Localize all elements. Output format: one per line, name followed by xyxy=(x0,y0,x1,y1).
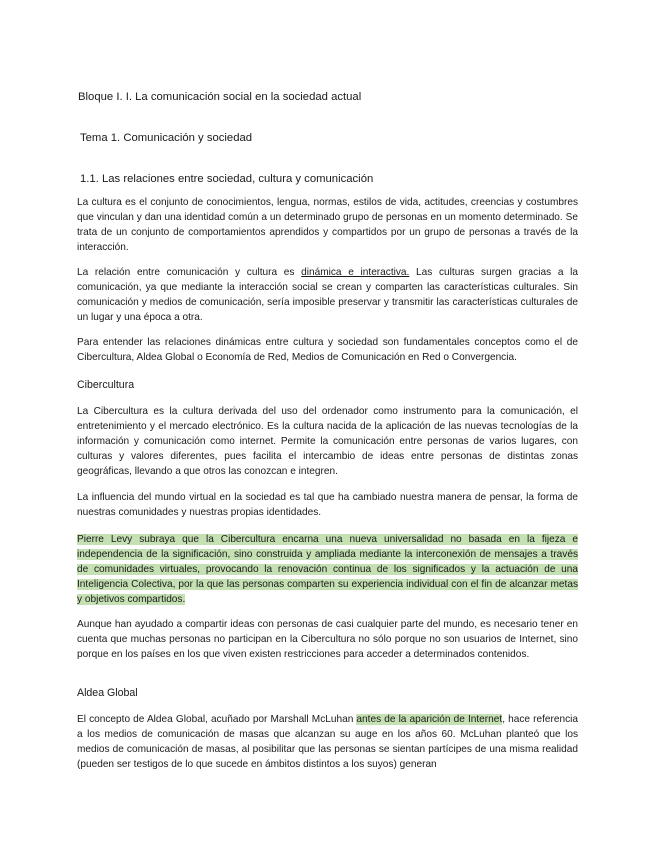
cibercultura-heading: Cibercultura xyxy=(77,379,135,391)
paragraph-cibercultura-definition: La Cibercultura es la cultura derivada del uso del ordenador como instrumento para la comunicación, el entretenimiento y el mercado electrónico. Es la cultura nacida de la aplicación de las nuevas tecnologías de la información y comunicación como internet. Permite la comunicación entre personas de varios lugares, con culturas y valores diferentes, pues facilita el intercambio de ideas entre personas de distintas zonas geográficas, llevando a que otros las conozcan e integren. xyxy=(77,406,578,477)
paragraph-culture-communication xyxy=(77,265,578,325)
paragraph-culture-definition: La cultura es el conjunto de conocimientos, lengua, normas, estilos de vida, actitudes, creencias y costumbres que vinculan y dan una identidad común a un determinado grupo de personas en un momento determinado. Se trata de un conjunto de comportamientos aprendidos y compartidos por un grupo de personas a través de la interacción. xyxy=(77,197,578,253)
paragraph-aldea-global xyxy=(77,712,578,772)
aldea-global-heading: Aldea Global xyxy=(77,687,138,699)
paragraph-text: El concepto de Aldea Global, acuñado por Marshall McLuhan xyxy=(77,714,357,725)
underlined-phrase: dinámica e interactiva. xyxy=(301,267,410,278)
paragraph-text: La relación entre comunicación y cultura es xyxy=(77,267,302,278)
paragraph-key-concepts: Para entender las relaciones dinámicas entre cultura y sociedad son fundamentales conceptos como el de Cibercultura, Aldea Global o Economía de Red, Medios de Comunicación en Red o Convergencia. xyxy=(77,337,578,363)
topic-title: Tema 1. Comunicación y sociedad xyxy=(80,132,253,144)
paragraph-text: Las culturas surgen gracias a la comunicación, ya que mediante la interacción social se crean y comparten las características culturales. Sin comunicación y medios de comunicación, sería imposible preservar y transmitir las características culturales de un lugar y una época a otra. xyxy=(77,267,578,323)
highlighted-text: Pierre Levy subraya que la Cibercultura encarna una nueva universalidad no basada en la fijeza e independencia de la significación, sino construida y ampliada mediante la interconexión de mensajes a través de comunidades virtuales, provocando la renovación continua de los significados y la actuación de una Inteligencia Colectiva, por la que las personas comparten su experiencia individual con el fin de alcanzar metas y objetivos compartidos. xyxy=(77,534,578,605)
highlighted-text: antes de la aparición de Internet xyxy=(356,714,503,725)
paragraph-text: , hace referencia a los medios de comunicación de masas que alcanzan su auge en los años 60. McLuhan planteó que los medios de comunicación de masas, al posibilitar que las personas se sientan partícipes de una misma realidad (pueden ser testigos de lo que sucede en ámbitos distintos a los suyos) generan xyxy=(77,714,578,770)
paragraph-restrictions: Aunque han ayudado a compartir ideas con personas de casi cualquier parte del mundo, es necesario tener en cuenta que muchas personas no participan en la Cibercultura no sólo porque no son usuarios de Internet, sino porque en los países en los que viven existen restricciones para acceder a determinados contenidos. xyxy=(77,619,578,660)
paragraph-pierre-levy xyxy=(77,532,578,607)
block-title: Bloque I. I. La comunicación social en la sociedad actual xyxy=(78,91,362,103)
section-title: 1.1. Las relaciones entre sociedad, cultura y comunicación xyxy=(80,173,374,185)
paragraph-virtual-world-influence: La influencia del mundo virtual en la sociedad es tal que ha cambiado nuestra manera de pensar, la forma de nuestras comunidades y nuestras propias identidades. xyxy=(77,492,578,518)
